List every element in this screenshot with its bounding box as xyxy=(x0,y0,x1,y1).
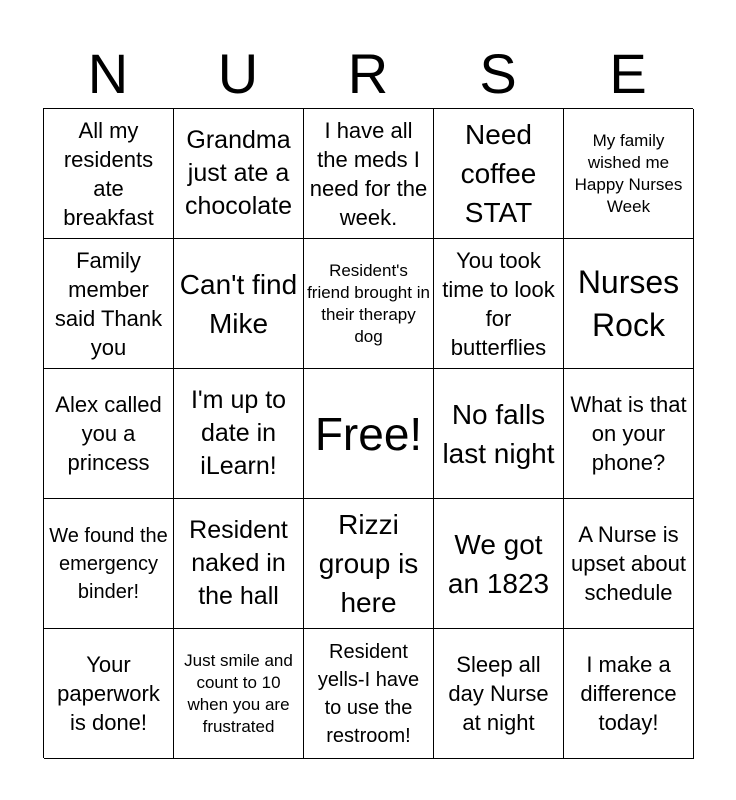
bingo-cell[interactable] xyxy=(174,109,304,239)
header-letter-e: E xyxy=(609,42,647,105)
cell-text: I'm up to date in iLearn! xyxy=(190,386,287,480)
bingo-cell[interactable] xyxy=(434,239,564,369)
bingo-cell[interactable] xyxy=(304,629,434,759)
free-space-text: Free! xyxy=(314,407,423,460)
cell-text: A Nurse is upset about schedule xyxy=(571,522,686,605)
bingo-cell[interactable] xyxy=(44,499,174,629)
bingo-cell[interactable] xyxy=(44,369,174,499)
cell-text: Resident yells-I have to use the restroom! xyxy=(317,640,420,747)
cell-text: I have all the meds I need for the week. xyxy=(309,117,428,230)
bingo-cell[interactable] xyxy=(434,109,564,239)
cell-text: Need coffee STAT xyxy=(460,119,537,228)
bingo-board xyxy=(43,108,693,758)
cell-text: Resident naked in the hall xyxy=(189,516,288,610)
bingo-cell[interactable] xyxy=(564,499,694,629)
bingo-cell[interactable] xyxy=(44,109,174,239)
cell-text: Can't find Mike xyxy=(179,268,298,339)
header-letter-r: R xyxy=(347,42,389,105)
cell-text: What is that on your phone? xyxy=(570,392,687,475)
bingo-cell[interactable] xyxy=(564,629,694,759)
bingo-cell[interactable] xyxy=(174,499,304,629)
bingo-cell[interactable] xyxy=(304,499,434,629)
bingo-cell[interactable] xyxy=(304,239,434,369)
cell-text: Sleep all day Nurse at night xyxy=(448,652,549,735)
bingo-cell[interactable] xyxy=(434,629,564,759)
cell-text: Family member said Thank you xyxy=(54,247,163,360)
bingo-cell[interactable] xyxy=(434,369,564,499)
cell-text: All my residents ate breakfast xyxy=(63,117,154,230)
free-space-cell[interactable] xyxy=(304,369,434,499)
bingo-cell[interactable] xyxy=(174,239,304,369)
bingo-cell[interactable] xyxy=(304,109,434,239)
cell-text: Resident's friend brought in their therapy dog xyxy=(307,260,430,346)
header-letter-s: S xyxy=(479,42,517,105)
bingo-header xyxy=(43,40,693,108)
header-letter-u: U xyxy=(217,42,259,105)
cell-text: Nurses Rock xyxy=(577,263,680,343)
cell-text: Grandma just ate a chocolate xyxy=(184,126,293,220)
cell-text: No falls last night xyxy=(442,398,555,469)
cell-text: We found the emergency binder! xyxy=(49,524,168,603)
bingo-cell[interactable] xyxy=(44,629,174,759)
header-letter-n: N xyxy=(87,42,129,105)
cell-text: Your paperwork is done! xyxy=(57,652,160,735)
cell-text: My family wished me Happy Nurses Week xyxy=(574,130,683,216)
bingo-cell[interactable] xyxy=(434,499,564,629)
cell-text: I make a difference today! xyxy=(580,652,677,735)
cell-text: Rizzi group is here xyxy=(318,509,419,618)
bingo-cell[interactable] xyxy=(564,109,694,239)
bingo-cell[interactable] xyxy=(44,239,174,369)
bingo-cell[interactable] xyxy=(564,239,694,369)
bingo-cell[interactable] xyxy=(174,629,304,759)
cell-text: Alex called you a princess xyxy=(55,392,162,475)
bingo-cell[interactable] xyxy=(174,369,304,499)
cell-text: Just smile and count to 10 when you are frustrated xyxy=(184,650,293,736)
cell-text: We got an 1823 xyxy=(447,528,550,599)
cell-text: You took time to look for butterflies xyxy=(442,247,555,360)
bingo-cell[interactable] xyxy=(564,369,694,499)
